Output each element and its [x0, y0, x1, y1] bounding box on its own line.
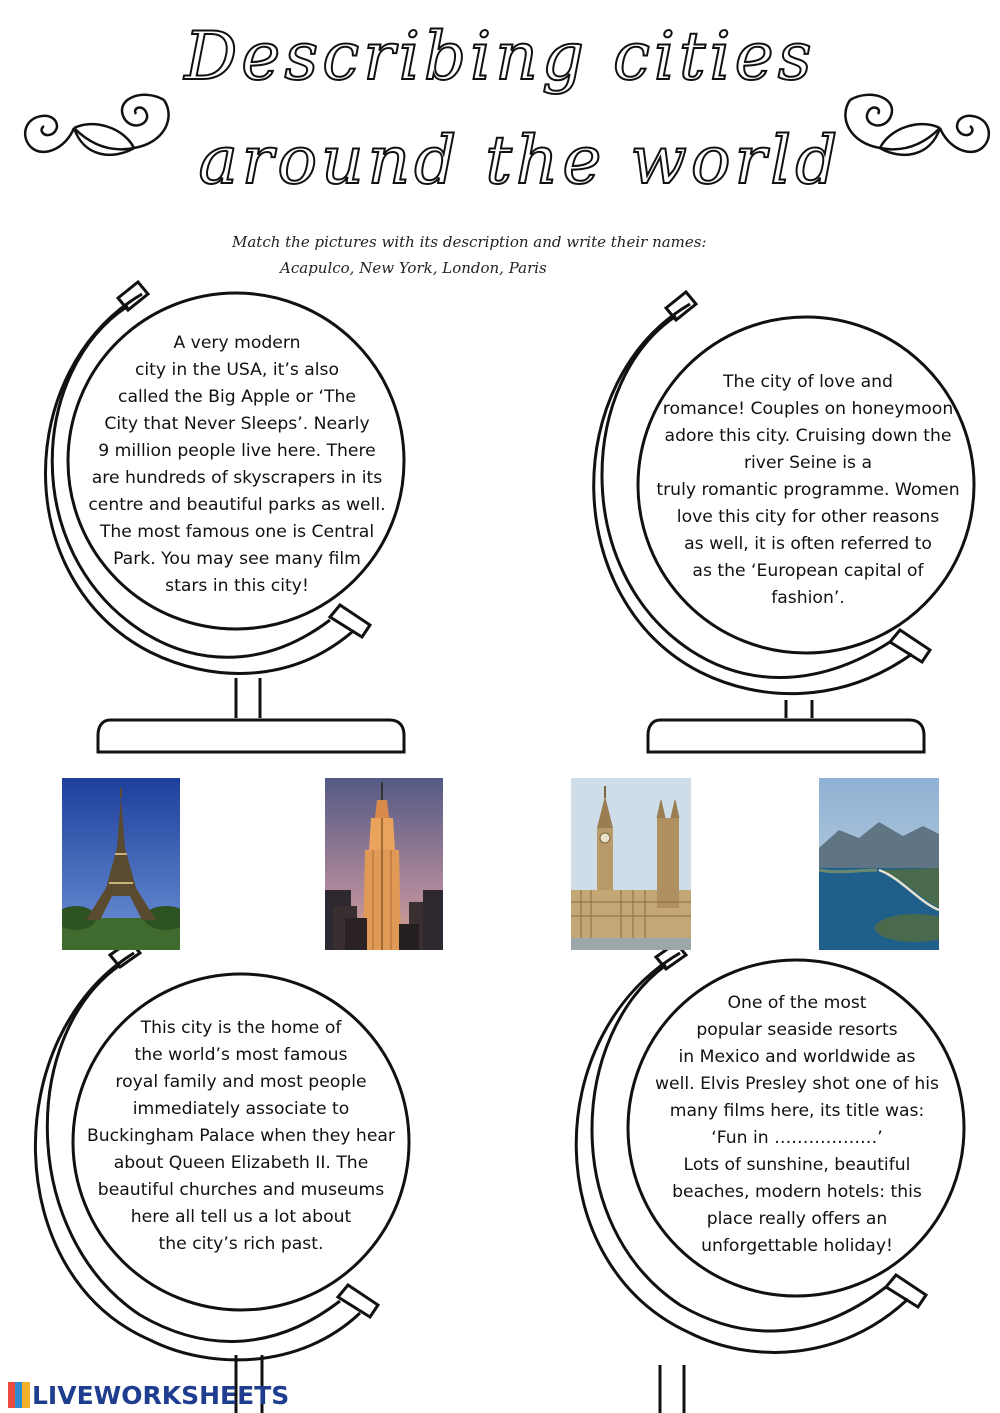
footer-branding — [8, 1380, 289, 1410]
title-line-2: around the world — [198, 122, 842, 199]
empire-state-building-photo — [325, 778, 443, 950]
city-names-list: Acapulco, New York, London, Paris — [280, 259, 547, 277]
acapulco-bay-photo — [819, 778, 939, 950]
description-acapulco: One of the most popular seaside resorts in Mexico and worldwide as well. Elvis Presley shot one of his many films here, its title was: ‘Fun in ………………’ Lots of sunshine, beautiful beaches, modern hotels: this place really offers an unforgettable holiday! — [654, 993, 940, 1256]
description-paris: The city of love and romance! Couples on honeymoon adore this city. Cruising down the river Seine is a truly romantic programme. Women love this city for other reasons as well, it is often referred to as the ‘European capital of fashion’. — [656, 372, 960, 608]
liveworksheets-logo-icon — [8, 1382, 30, 1408]
instruction-text: Match the pictures with its description and write their names: — [232, 233, 707, 251]
title-line-1: Describing cities — [184, 18, 816, 95]
description-london: This city is the home of the world’s most famous royal family and most people immediately associate to Buckingham Palace when they hear about Queen Elizabeth II. The beautiful churches and museums here all tell us a lot about the city’s rich past. — [86, 1018, 395, 1254]
footer-brand-text: LIVEWORKSHEETS — [32, 1380, 290, 1410]
description-new-york: A very modern city in the USA, it’s also called the Big Apple or ‘The City that Never Sleeps’. Nearly 9 million people live here. There are hundreds of skyscrapers in its centre and beautiful parks as well. The most famous one is Central Park. You may see many film stars in this city! — [88, 333, 386, 596]
eiffel-tower-photo — [62, 778, 180, 950]
big-ben-photo — [571, 778, 691, 950]
